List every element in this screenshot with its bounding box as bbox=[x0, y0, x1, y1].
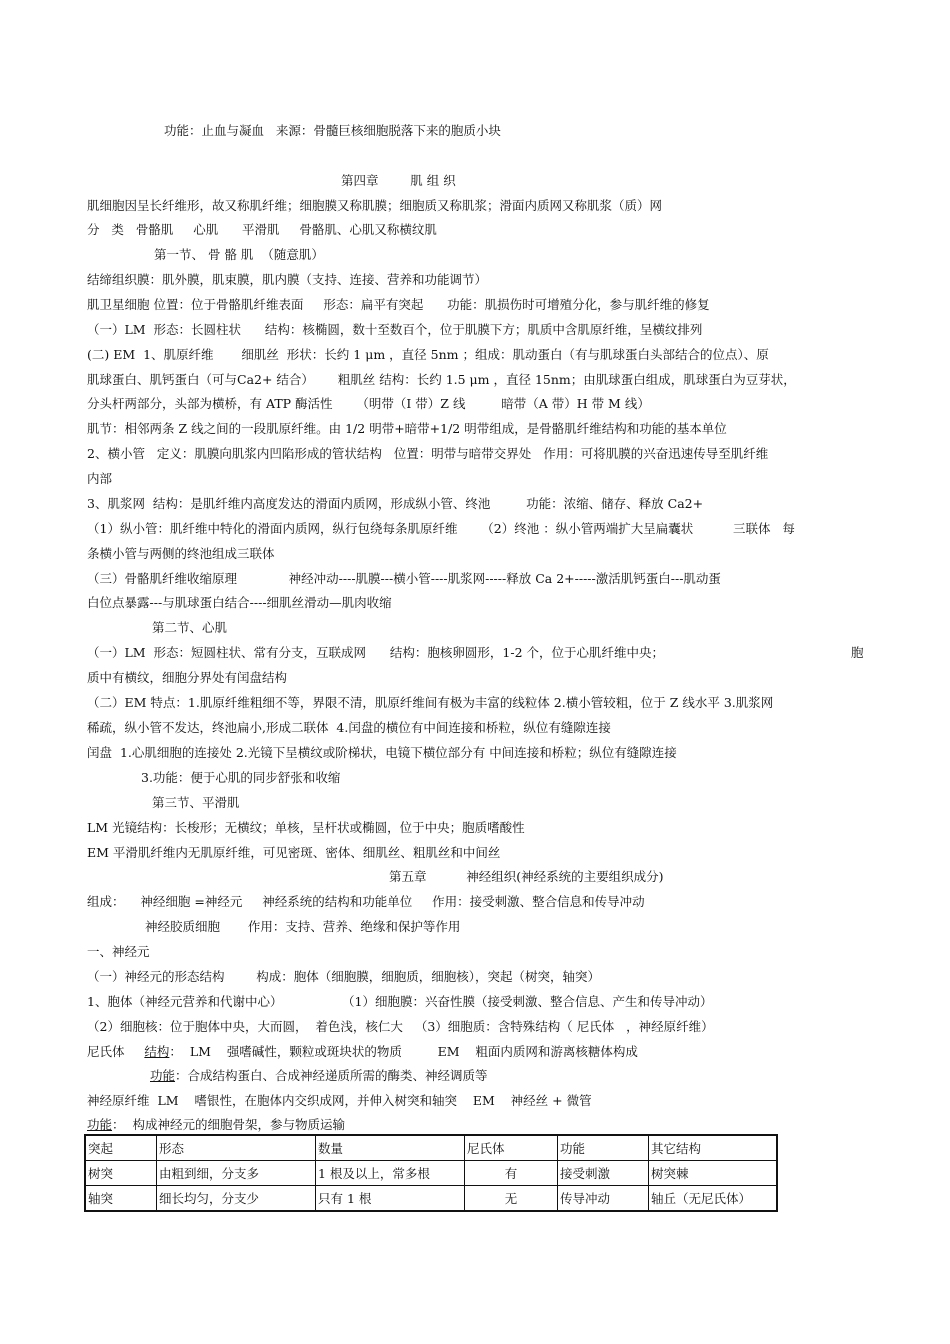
section-heading: 第一节、 骨 骼 肌 （随意肌） bbox=[154, 247, 324, 262]
text-line: 神经原纤维 LM 嗜银性，在胞体内交织成网，并伸入树突和轴突 EM 神经丝 + 微管 bbox=[87, 1093, 592, 1108]
table-header-cell: 尼氏体 bbox=[465, 1135, 558, 1161]
table-header-cell: 数量 bbox=[316, 1135, 465, 1161]
section-heading: 第三节、平滑肌 bbox=[152, 795, 240, 810]
table-cell: 有 bbox=[465, 1161, 558, 1186]
text-line: 结缔组织膜：肌外膜，肌束膜，肌内膜（支持、连接、营养和功能调节） bbox=[87, 272, 488, 287]
table-header-row bbox=[85, 1135, 777, 1161]
text-line bbox=[150, 1068, 488, 1084]
section-heading: 第二节、心肌 bbox=[152, 620, 228, 635]
text-line: 质中有横纹，细胞分界处有闰盘结构 bbox=[87, 670, 288, 685]
text-line bbox=[87, 1044, 638, 1060]
text-line: (二) EM 1、肌原纤维 细肌丝 形状：长约 1 μm ，直径 5nm ；组成：肌动蛋白（有与肌球蛋白头部结合的位点）、原 bbox=[87, 347, 769, 362]
text-line bbox=[87, 1117, 345, 1133]
text-line: 肌节：相邻两条 Z 线之间的一段肌原纤维。由 1/2 明带+暗带+1/2 明带组成，是骨骼肌纤维结构和功能的基本单位 bbox=[87, 421, 727, 436]
text-line: 稀疏，纵小管不发达，终池扁小,形成二联体 4.闰盘的横位有中间连接和桥粒，纵位有缝隙连接 bbox=[87, 720, 611, 735]
table-row bbox=[85, 1161, 777, 1186]
table-cell: 传导冲动 bbox=[558, 1186, 649, 1212]
text-line: 分头杆两部分，头部为横桥，有 ATP 酶活性 （明带（I 带）Z 线 暗带（A 带）H 带 M 线） bbox=[87, 396, 650, 411]
text-line: 1、胞体（神经元营养和代谢中心） （1）细胞膜：兴奋性膜（接受刺激、整合信息、产生和传导冲动） bbox=[87, 994, 713, 1009]
table-header-cell: 功能 bbox=[558, 1135, 649, 1161]
table-cell: 轴突 bbox=[85, 1186, 157, 1212]
table-header-cell: 突起 bbox=[85, 1135, 157, 1161]
text-fragment: ：合成结构蛋白、合成神经递质所需的酶类、神经调质等 bbox=[175, 1068, 488, 1083]
table-cell: 树突 bbox=[85, 1161, 157, 1186]
underlined-label: 功能 bbox=[150, 1068, 176, 1083]
text-line: LM 光镜结构：长梭形；无横纹；单核，呈杆状或椭圆，位于中央；胞质嗜酸性 bbox=[87, 820, 525, 835]
text-line: 内部 bbox=[87, 471, 113, 486]
text-line: 功能：止血与凝血 来源：骨髓巨核细胞脱落下来的胞质小块 bbox=[164, 123, 501, 138]
text-line: 分 类 骨骼肌 心肌 平滑肌 骨骼肌、心肌又称横纹肌 bbox=[87, 222, 437, 237]
text-line: 胞 bbox=[851, 645, 864, 660]
table-cell: 1 根及以上，常多根 bbox=[316, 1161, 465, 1186]
chapter-heading: 第五章 神经组织(神经系统的主要组织成分) bbox=[389, 869, 664, 884]
table-cell: 细长均匀，分支少 bbox=[157, 1186, 316, 1212]
text-line: （一）LM 形态：短圆柱状、常有分支，互联成网 结构：胞核卵圆形，1-2 个，位于心肌纤维中央； bbox=[87, 645, 664, 660]
text-line: （1）纵小管：肌纤维中特化的滑面内质网，纵行包绕每条肌原纤维 （2）终池 ：纵小管两端扩大呈扁囊状 三联体 每 bbox=[87, 521, 795, 536]
text-line: 肌卫星细胞 位置：位于骨骼肌纤维表面 形态：扁平有突起 功能：肌损伤时可增殖分化，参与肌纤维的修复 bbox=[87, 297, 710, 312]
text-line: 组成： 神经细胞 =神经元 神经系统的结构和功能单位 作用：接受刺激、整合信息和传导冲动 bbox=[87, 894, 645, 909]
text-line: 3.功能：便于心肌的同步舒张和收缩 bbox=[141, 770, 341, 785]
text-line: （一）LM 形态：长圆柱状 结构：核椭圆，数十至数百个，位于肌膜下方；肌质中含肌原纤维，呈横纹排列 bbox=[87, 322, 703, 337]
table-cell: 树突棘 bbox=[649, 1161, 778, 1186]
text-line: EM 平滑肌纤维内无肌原纤维，可见密斑、密体、细肌丝、粗肌丝和中间丝 bbox=[87, 845, 501, 860]
table-cell: 无 bbox=[465, 1186, 558, 1212]
table-header-cell: 形态 bbox=[157, 1135, 316, 1161]
table-header-cell: 其它结构 bbox=[649, 1135, 778, 1161]
text-fragment: ： LM 强嗜碱性，颗粒或斑块状的物质 EM 粗面内质网和游离核糖体构成 bbox=[169, 1044, 638, 1059]
table-cell: 只有 1 根 bbox=[316, 1186, 465, 1212]
text-line: （三）骨骼肌纤维收缩原理 神经冲动----肌膜---横小管----肌浆网-----释放 Ca 2+-----激活肌钙蛋白---肌动蛋 bbox=[87, 571, 721, 586]
text-line: 肌细胞因呈长纤维形，故又称肌纤维；细胞膜又称肌膜；细胞质又称肌浆；滑面内质网又称肌浆（质）网 bbox=[87, 198, 663, 213]
text-fragment: 尼氏体 bbox=[87, 1044, 145, 1059]
text-line: 肌球蛋白、肌钙蛋白（可与Ca2+ 结合） 粗肌丝 结构：长约 1.5 μm ，直径 15nm；由肌球蛋白组成，肌球蛋白为豆芽状， bbox=[87, 372, 796, 387]
text-line: 2、横小管 定义：肌膜向肌浆内凹陷形成的管状结构 位置：明带与暗带交界处 作用：可将肌膜的兴奋迅速传导至肌纤维 bbox=[87, 446, 769, 461]
text-line: 3、肌浆网 结构：是肌纤维内高度发达的滑面内质网，形成纵小管、终池 功能：浓缩、储存、释放 Ca2+ bbox=[87, 496, 704, 511]
table-row bbox=[85, 1186, 777, 1212]
text-line: （2）细胞核：位于胞体中央，大而圆， 着色浅，核仁大 （3）细胞质：含特殊结构（ 尼氏体 ，神经原纤维） bbox=[87, 1019, 714, 1034]
text-line: 条横小管与两侧的终池组成三联体 bbox=[87, 546, 275, 561]
table-cell: 轴丘（无尼氏体） bbox=[649, 1186, 778, 1212]
table-cell: 由粗到细，分支多 bbox=[157, 1161, 316, 1186]
text-line: 闰盘 1.心肌细胞的连接处 2.光镜下呈横纹或阶梯状，电镜下横位部分有 中间连接和桥粒；纵位有缝隙连接 bbox=[87, 745, 677, 760]
text-line: 一、神经元 bbox=[87, 944, 150, 959]
chapter-heading: 第四章 肌 组 织 bbox=[341, 173, 456, 188]
text-line: 白位点暴露---与肌球蛋白结合----细肌丝滑动—肌肉收缩 bbox=[87, 595, 392, 610]
underlined-label: 结构 bbox=[144, 1044, 170, 1059]
text-fragment: ： 构成神经元的细胞骨架，参与物质运输 bbox=[112, 1117, 345, 1132]
text-line: （一）神经元的形态结构 构成：胞体（细胞膜，细胞质，细胞核），突起（树突，轴突） bbox=[87, 969, 601, 984]
text-line: （二）EM 特点：1.肌原纤维粗细不等，界限不清，肌原纤维间有极为丰富的线粒体 2.横小管较粗，位于 Z 线水平 3.肌浆网 bbox=[87, 695, 774, 710]
process-comparison-table bbox=[84, 1134, 778, 1212]
underlined-label: 功能 bbox=[87, 1117, 113, 1132]
text-line: 神经胶质细胞 作用：支持、营养、绝缘和保护等作用 bbox=[145, 919, 461, 934]
table-cell: 接受刺激 bbox=[558, 1161, 649, 1186]
